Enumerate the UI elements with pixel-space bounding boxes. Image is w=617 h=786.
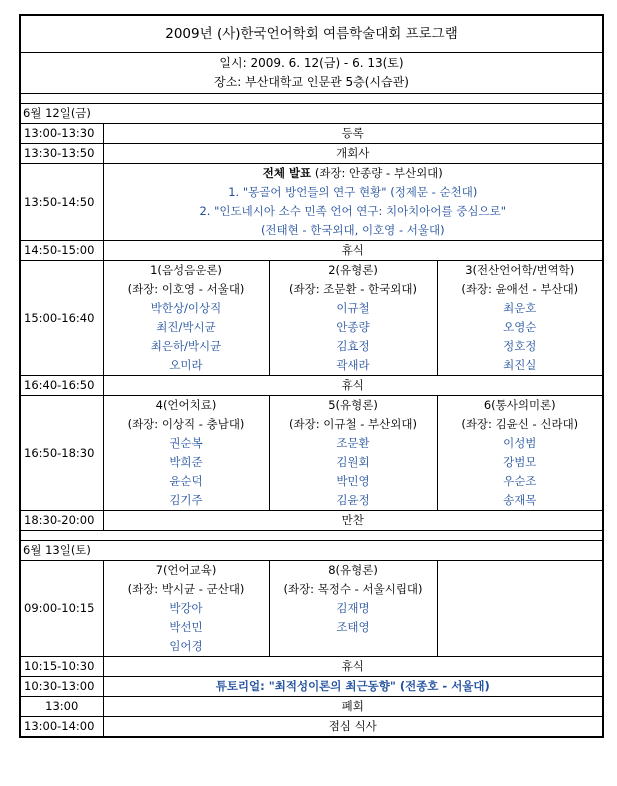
speaker: 김원회 <box>336 455 370 469</box>
session-title: 3(전산언어학/번역학) <box>465 263 575 277</box>
time-cell: 13:00-13:30 <box>20 124 103 144</box>
speaker: 최운호 <box>503 301 537 315</box>
time-cell: 13:00 <box>20 697 103 717</box>
speaker: 권순복 <box>169 436 203 450</box>
session-7 <box>103 561 269 657</box>
speaker: 최진/박시균 <box>156 320 216 334</box>
session-title: 2(유형론) <box>328 263 378 277</box>
session-title: 8(유형론) <box>328 563 378 577</box>
speaker: 우순조 <box>503 474 537 488</box>
plenary-cell <box>103 164 603 241</box>
speaker: 김기주 <box>169 493 203 507</box>
session-3 <box>437 261 603 376</box>
dinner: 만찬 <box>103 511 603 531</box>
speaker: 김효정 <box>336 339 370 353</box>
session-chair: (좌장: 윤애선 - 부산대) <box>461 282 579 296</box>
time-cell: 18:30-20:00 <box>20 511 103 531</box>
speaker: 오영순 <box>503 320 537 334</box>
speaker: 최은하/박시균 <box>150 339 222 353</box>
session-1 <box>103 261 269 376</box>
time-cell: 13:50-14:50 <box>20 164 103 241</box>
break: 휴식 <box>103 657 603 677</box>
speaker: 최진실 <box>503 358 537 372</box>
time-cell: 16:50-18:30 <box>20 396 103 511</box>
plenary-talk-2-authors: (전태현 - 한국외대, 이호영 - 서울대) <box>260 223 445 237</box>
speaker: 송재목 <box>503 493 537 507</box>
speaker: 박한상/이상직 <box>150 301 222 315</box>
event-place: 장소: 부산대학교 인문관 5층(시습관) <box>214 75 409 89</box>
speaker: 김재명 <box>336 601 370 615</box>
speaker: 박희준 <box>169 455 203 469</box>
speaker: 강범모 <box>503 455 537 469</box>
empty-cell <box>437 561 603 657</box>
speaker: 안종량 <box>336 320 370 334</box>
session-title: 6(통사의미론) <box>483 398 556 412</box>
session-chair: (좌장: 이규철 - 부산외대) <box>289 417 417 431</box>
session-2 <box>269 261 437 376</box>
spacer <box>20 531 603 541</box>
session-5 <box>269 396 437 511</box>
event-meta <box>20 53 603 94</box>
plenary-talk-1: 1. "몽골어 방언들의 연구 현황" (정제문 - 순천대) <box>228 185 478 199</box>
session-chair: (좌장: 김윤신 - 신라대) <box>461 417 579 431</box>
opening-address: 개회사 <box>103 144 603 164</box>
speaker: 박선민 <box>169 620 203 634</box>
session-4 <box>103 396 269 511</box>
session-title: 1(음성음운론) <box>150 263 222 277</box>
session-8 <box>269 561 437 657</box>
closing: 폐회 <box>103 697 603 717</box>
speaker: 김윤정 <box>336 493 370 507</box>
time-cell: 10:15-10:30 <box>20 657 103 677</box>
lunch: 점심 식사 <box>103 717 603 738</box>
session-6 <box>437 396 603 511</box>
speaker: 이성범 <box>503 436 537 450</box>
speaker: 오미라 <box>169 358 203 372</box>
time-cell: 15:00-16:40 <box>20 261 103 376</box>
session-title: 7(언어교육) <box>155 563 217 577</box>
spacer <box>20 94 603 104</box>
session-chair: (좌장: 조문환 - 한국외대) <box>289 282 417 296</box>
speaker: 박강아 <box>169 601 203 615</box>
speaker: 박민영 <box>336 474 370 488</box>
event-date: 일시: 2009. 6. 12(금) - 6. 13(토) <box>219 56 404 70</box>
session-title: 4(언어치료) <box>155 398 217 412</box>
tutorial: 튜토리얼: "최적성이론의 최근동향" (전종호 - 서울대) <box>103 677 603 697</box>
break: 휴식 <box>103 376 603 396</box>
time-cell: 13:30-13:50 <box>20 144 103 164</box>
session-chair: (좌장: 목정수 - 서울시립대) <box>283 582 423 596</box>
time-cell: 16:40-16:50 <box>20 376 103 396</box>
speaker: 조문환 <box>336 436 370 450</box>
speaker: 이규철 <box>336 301 370 315</box>
program-table <box>19 14 604 738</box>
time-cell: 14:50-15:00 <box>20 241 103 261</box>
break: 휴식 <box>103 241 603 261</box>
session-chair: (좌장: 박시균 - 군산대) <box>127 582 245 596</box>
plenary-talk-2: 2. "인도네시아 소수 민족 언어 연구: 치아치아어를 중심으로" <box>199 204 507 218</box>
registration: 등록 <box>103 124 603 144</box>
program-sheet <box>19 14 602 738</box>
time-cell: 13:00-14:00 <box>20 717 103 738</box>
page-title: 2009년 (사)한국언어학회 여름학술대회 프로그램 <box>20 15 603 53</box>
time-cell: 09:00-10:15 <box>20 561 103 657</box>
session-chair: (좌장: 이상직 - 충남대) <box>127 417 245 431</box>
speaker: 윤순덕 <box>169 474 203 488</box>
speaker: 정호정 <box>503 339 537 353</box>
speaker: 임어경 <box>169 639 203 653</box>
time-cell: 10:30-13:00 <box>20 677 103 697</box>
session-title: 5(유형론) <box>328 398 378 412</box>
day2-label: 6월 13일(토) <box>20 541 603 561</box>
speaker: 조태영 <box>336 620 370 634</box>
plenary-chair: (좌장: 안종량 - 부산외대) <box>311 166 443 180</box>
session-chair: (좌장: 이호영 - 서울대) <box>127 282 245 296</box>
day1-label: 6월 12일(금) <box>20 104 603 124</box>
plenary-heading: 전체 발표 <box>262 166 312 180</box>
speaker: 곽새라 <box>336 358 370 372</box>
